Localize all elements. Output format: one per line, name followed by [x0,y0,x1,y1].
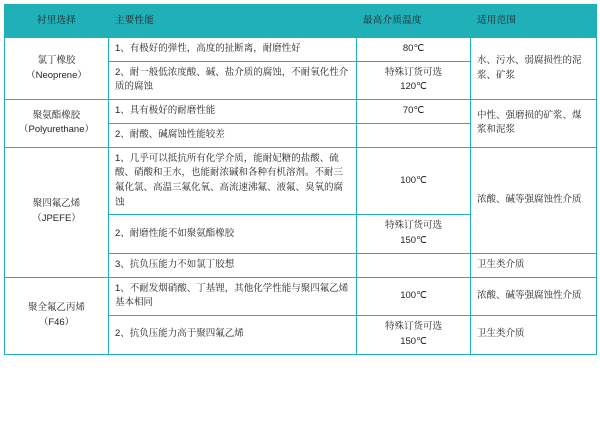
table-row [5,147,597,215]
lining-material-cell [5,38,109,100]
max-temperature-cell [357,100,471,124]
table-body [5,38,597,355]
lining-material-name: 聚全氟乙丙烯 [27,301,85,313]
lining-selection-table [4,4,597,355]
column-header-max-temperature: 最高介质温度 [357,5,471,38]
table-row [5,100,597,124]
application-scope-cell: 中性、强磨损的矿浆、煤浆和泥浆 [471,100,597,147]
temperature-note: 特殊订货可选 [384,220,442,232]
application-scope-cell: 浓酸、碱等强腐蚀性介质 [471,277,597,315]
temperature-note: 70℃ [402,105,425,117]
column-header-properties: 主要性能 [109,5,357,38]
lining-material-name: 氯丁橡胶 [37,54,76,66]
lining-material-name-en: （JPEFE） [32,213,81,225]
max-temperature-cell [357,123,471,147]
application-scope-cell: 卫生类介质 [471,316,597,354]
lining-material-cell [5,147,109,277]
temperature-note: 特殊订货可选 [384,321,442,333]
property-cell: 2、抗负压能力高于聚四氟乙烯 [109,316,357,354]
column-header-application: 适用范围 [471,5,597,38]
lining-material-name-en: （Polyurethane） [19,124,94,136]
property-cell: 1、不耐发烟硝酸、丁基锂，其他化学性能与聚四氟乙烯基本相同 [109,277,357,315]
property-cell: 2、耐一般低浓度酸、碱、盐介质的腐蚀，不耐氧化性介质的腐蚀 [109,61,357,99]
max-temperature-cell [357,215,471,253]
property-cell: 1、具有极好的耐磨性能 [109,100,357,124]
application-scope-cell: 卫生类介质 [471,253,597,277]
table-row [5,277,597,315]
property-cell: 2、耐磨性能不如聚氨酯橡胶 [109,215,357,253]
max-temperature-cell [357,277,471,315]
lining-material-name-en: （F46） [38,316,75,328]
temperature-value: 150℃ [400,335,427,347]
temperature-note: 100℃ [400,289,427,301]
table-header-row [5,5,597,38]
lining-material-name: 聚氨酯橡胶 [32,109,81,121]
max-temperature-cell [357,253,471,277]
temperature-note: 100℃ [400,174,427,186]
column-header-lining: 衬里选择 [5,5,109,38]
property-cell: 3、抗负压能力不如氯丁胶想 [109,253,357,277]
lining-material-cell [5,277,109,354]
max-temperature-cell [357,61,471,99]
temperature-value: 150℃ [400,235,427,247]
temperature-note: 80℃ [402,43,425,54]
temperature-note: 特殊订货可选 [384,66,442,78]
max-temperature-cell [357,316,471,354]
property-cell: 1、有极好的弹性，高度的扯断离，耐磨性好 [109,38,357,62]
lining-material-name-en: （Neoprene） [26,69,87,81]
max-temperature-cell [357,147,471,215]
property-cell: 2、耐酸、碱腐蚀性能较差 [109,123,357,147]
application-scope-cell: 浓酸、碱等强腐蚀性介质 [471,147,597,253]
application-scope-cell: 水、污水、弱腐损性的泥浆、矿浆 [471,38,597,100]
property-cell: 1、几乎可以抵抗所有化学介质，能耐妃糖的盐酸、硫酸、硝酸和王水，也能耐浓碱和各种有机溶剂。不耐三氟化氯、高温三氟化氧、高流速沸氟、液氟、臭氧的腐蚀 [109,147,357,215]
table-row [5,38,597,62]
max-temperature-cell [357,38,471,62]
temperature-value: 120℃ [400,81,427,93]
lining-material-cell [5,100,109,147]
lining-material-name: 聚四氟乙烯 [32,198,81,210]
table-header [5,5,597,38]
